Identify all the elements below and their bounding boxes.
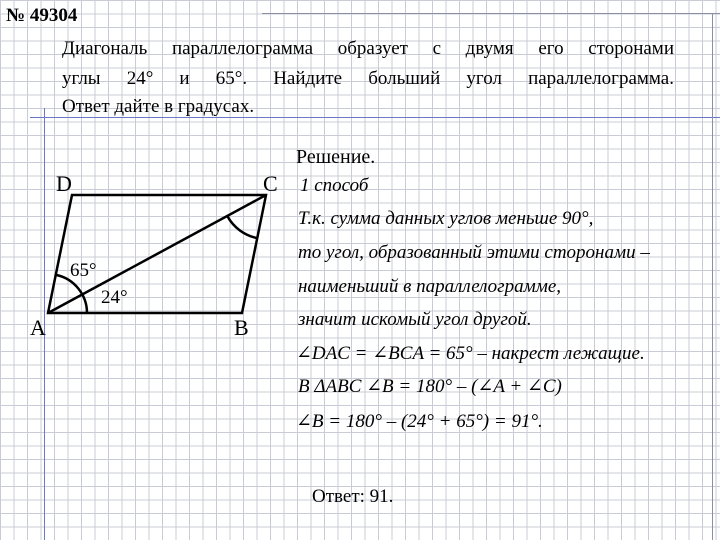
problem-text-line: Ответ дайте в градусах. [62, 96, 255, 117]
solution-line: Т.к. сумма данных углов меньше 90°, [298, 208, 594, 229]
angle-label-65: 65° [70, 260, 97, 281]
vertex-label-d: D [56, 171, 72, 196]
diagonal-ac [48, 195, 266, 313]
solution-line: значит искомый угол другой. [298, 309, 532, 330]
vertex-label-c: C [263, 171, 278, 196]
solution-title: Решение. [296, 146, 376, 168]
angle-label-24: 24° [101, 287, 128, 308]
vertex-label-a: A [30, 315, 46, 340]
problem-text-line: углы 24° и 65°. Найдите больший угол параллелограмма. [62, 68, 674, 89]
solution-method: 1 способ [300, 175, 369, 196]
vertex-label-b: B [234, 315, 249, 340]
solution-line: то угол, образованный этими сторонами – [298, 242, 650, 263]
frame-right-line [712, 13, 713, 540]
problem-text-line: Диагональ параллелограмма образует с двумя его сторонами [62, 38, 674, 59]
parallelogram-figure [0, 150, 290, 350]
solution-line: наименьший в параллелограмме, [298, 276, 562, 297]
problem-number: № 49304 [6, 5, 78, 26]
frame-top-line [262, 13, 720, 14]
angle-arc-c [227, 216, 257, 238]
solution-line: ∠DAC = ∠BCA = 65° – накрест лежащие. [296, 343, 645, 364]
answer-text: Ответ: 91. [312, 486, 394, 507]
solution-line: В ΔABC ∠B = 180° – (∠A + ∠C) [298, 376, 562, 397]
solution-line: ∠B = 180° – (24° + 65°) = 91°. [296, 411, 543, 432]
